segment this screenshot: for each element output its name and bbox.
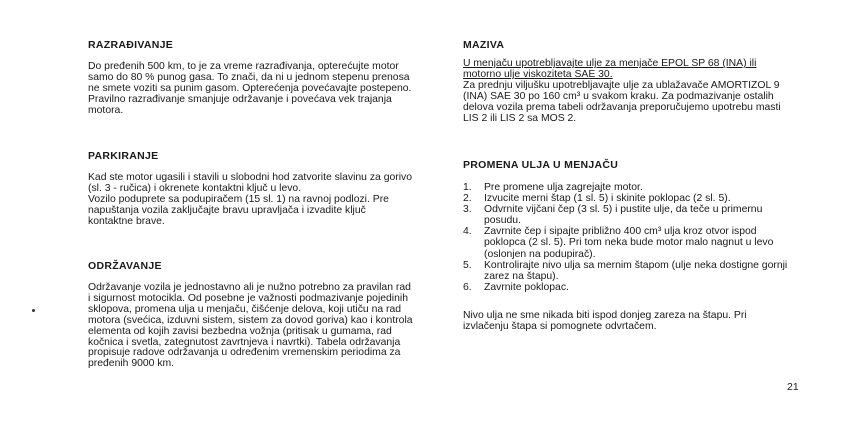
text-line: Kad ste motor ugasili i stavili u slobodni hod zatvorite slavinu za gorivo: [88, 172, 413, 183]
heading-maziva: MAZIVA: [463, 39, 505, 51]
text-line: propisuje radove održavanja u određenim vremenskim periodima za: [88, 347, 401, 359]
page-number: 21: [787, 381, 799, 393]
text-line: poklopca (2 sl. 5). Pri tom neka bude motor malo nagnut u levo: [484, 237, 774, 249]
text-line: Zavrnite čep i sipajte približno 400 cm³ ulja kroz otvor ispod: [484, 226, 757, 238]
text-line: izvlačenju štapa si pomognete odvrtačem.: [463, 320, 657, 332]
text-line: posudu.: [484, 215, 521, 227]
text-line: Održavanje vozila je jednostavno ali je nužno potrebno za pravilan rad: [88, 282, 411, 293]
step-number: 4.: [463, 226, 472, 238]
text-line: Nivo ulja ne sme nikada biti ispod donjeg zareza na štapu. Pri: [463, 310, 747, 321]
list-item: [463, 226, 798, 259]
text-line: ne smete voziti sa punim gasom. Opterećenja povećavajte postepeno.: [88, 82, 412, 94]
text-line: kočnica i svetla, zategnutost zavrtnjeva i navrtki). Tabela održavanja: [88, 336, 401, 348]
heading-parkiranje: PARKIRANJE: [88, 150, 159, 162]
heading-odrzavanje: ODRŽAVANJE: [88, 260, 162, 272]
margin-mark: [32, 309, 35, 312]
text-line: Pravilno razrađivanje smanjuje održavanje i povećava vek trajanja: [88, 93, 392, 105]
text-line: Kontrolirajte nivo ulja sa mernim štapom (ulje neka dostigne gornji: [484, 259, 788, 271]
text-line: Zavrnite poklopac.: [484, 281, 569, 293]
step-number: 2.: [463, 193, 472, 205]
step-number: 3.: [463, 204, 472, 216]
paragraph-maziva: [463, 59, 798, 124]
text-line: Za prednju viljušku upotrebljavajte ulje za ublažavače AMORTIZOL 9: [463, 79, 780, 91]
text-line: (sl. 3 - ručica) i okrenete kontaktni ključ u levo.: [88, 182, 302, 194]
text-line: Do pređenih 500 km, to je za vreme razrađivanja, opterećujte motor: [88, 61, 399, 72]
steps-list: [463, 182, 798, 293]
text-line: Vozilo poduprete sa podupiračem (15 sl. 1) na ravnoj podlozi. Pre: [88, 193, 389, 205]
text-line: Izvucite merni štap (1 sl. 5) i skinite poklopac (2 sl. 5).: [484, 193, 731, 205]
list-item: [463, 282, 798, 293]
heading-promena-ulja: PROMENA ULJA U MENJAČU: [463, 159, 619, 171]
paragraph-razradivanje: [88, 61, 412, 117]
text-line: zarez na štapu).: [484, 270, 559, 282]
step-number: 1.: [463, 182, 472, 193]
text-line: motora (svećica, izduvni sistem, sistem za dovod goriva) kao i kontrola: [88, 314, 413, 326]
text-line: pređenih 9000 km.: [88, 358, 175, 370]
text-line: napuštanja vozila zaključajte bravu upravljača i izvadite ključ: [88, 204, 366, 216]
step-number: 6.: [463, 281, 472, 293]
text-line: elementa od kojih zavisi bezbedna vožnja (pritisak u gumama, rad: [88, 325, 392, 337]
list-item: [463, 193, 798, 204]
paragraph-parkiranje: [88, 172, 413, 228]
list-item: [463, 182, 798, 193]
text-line: LIS 2 ili LIS 2 sa MOS 2.: [463, 112, 577, 124]
text-line: kontaktne brave.: [88, 215, 165, 227]
text-line: i sigurnost motocikla. Od posebne je važnosti podmazivanje pojedinih: [88, 292, 408, 304]
underlined-text-line: U menjaču upotrebljavajte ulje za menjače EPOL SP 68 (INA) ili: [463, 58, 757, 69]
list-item: [463, 260, 798, 282]
text-line: Pre promene ulja zagrejajte motor.: [484, 182, 643, 193]
text-line: (INA) SAE 30 po 160 cm³ u svakom kraku. Za podmazivanje ostalih: [463, 90, 774, 102]
paragraph-closing: [463, 311, 798, 333]
text-line: motora.: [88, 104, 124, 116]
text-line: (oslonjen na podupirač).: [484, 248, 596, 260]
step-number: 5.: [463, 259, 472, 271]
text-line: sklopova, promena ulja u menjaču, čišćenje delova, koji utiču na rad: [88, 303, 402, 315]
list-item: [463, 204, 798, 226]
underlined-text-line: motorno ulje viskoziteta SAE 30.: [463, 68, 613, 80]
heading-razradivanje: RAZRAĐIVANJE: [88, 39, 174, 51]
text-line: delova vozila prema tabeli održavanja preporučujemo upotrebu masti: [463, 101, 781, 113]
text-line: samo do 80 % punog gasa. To znači, da ni u jednom stepenu prenosa: [88, 71, 410, 83]
text-line: Odvrnite vijčani čep (3 sl. 5) i pustite ulje, da teče u primernu: [484, 204, 763, 216]
paragraph-odrzavanje: [88, 282, 413, 370]
